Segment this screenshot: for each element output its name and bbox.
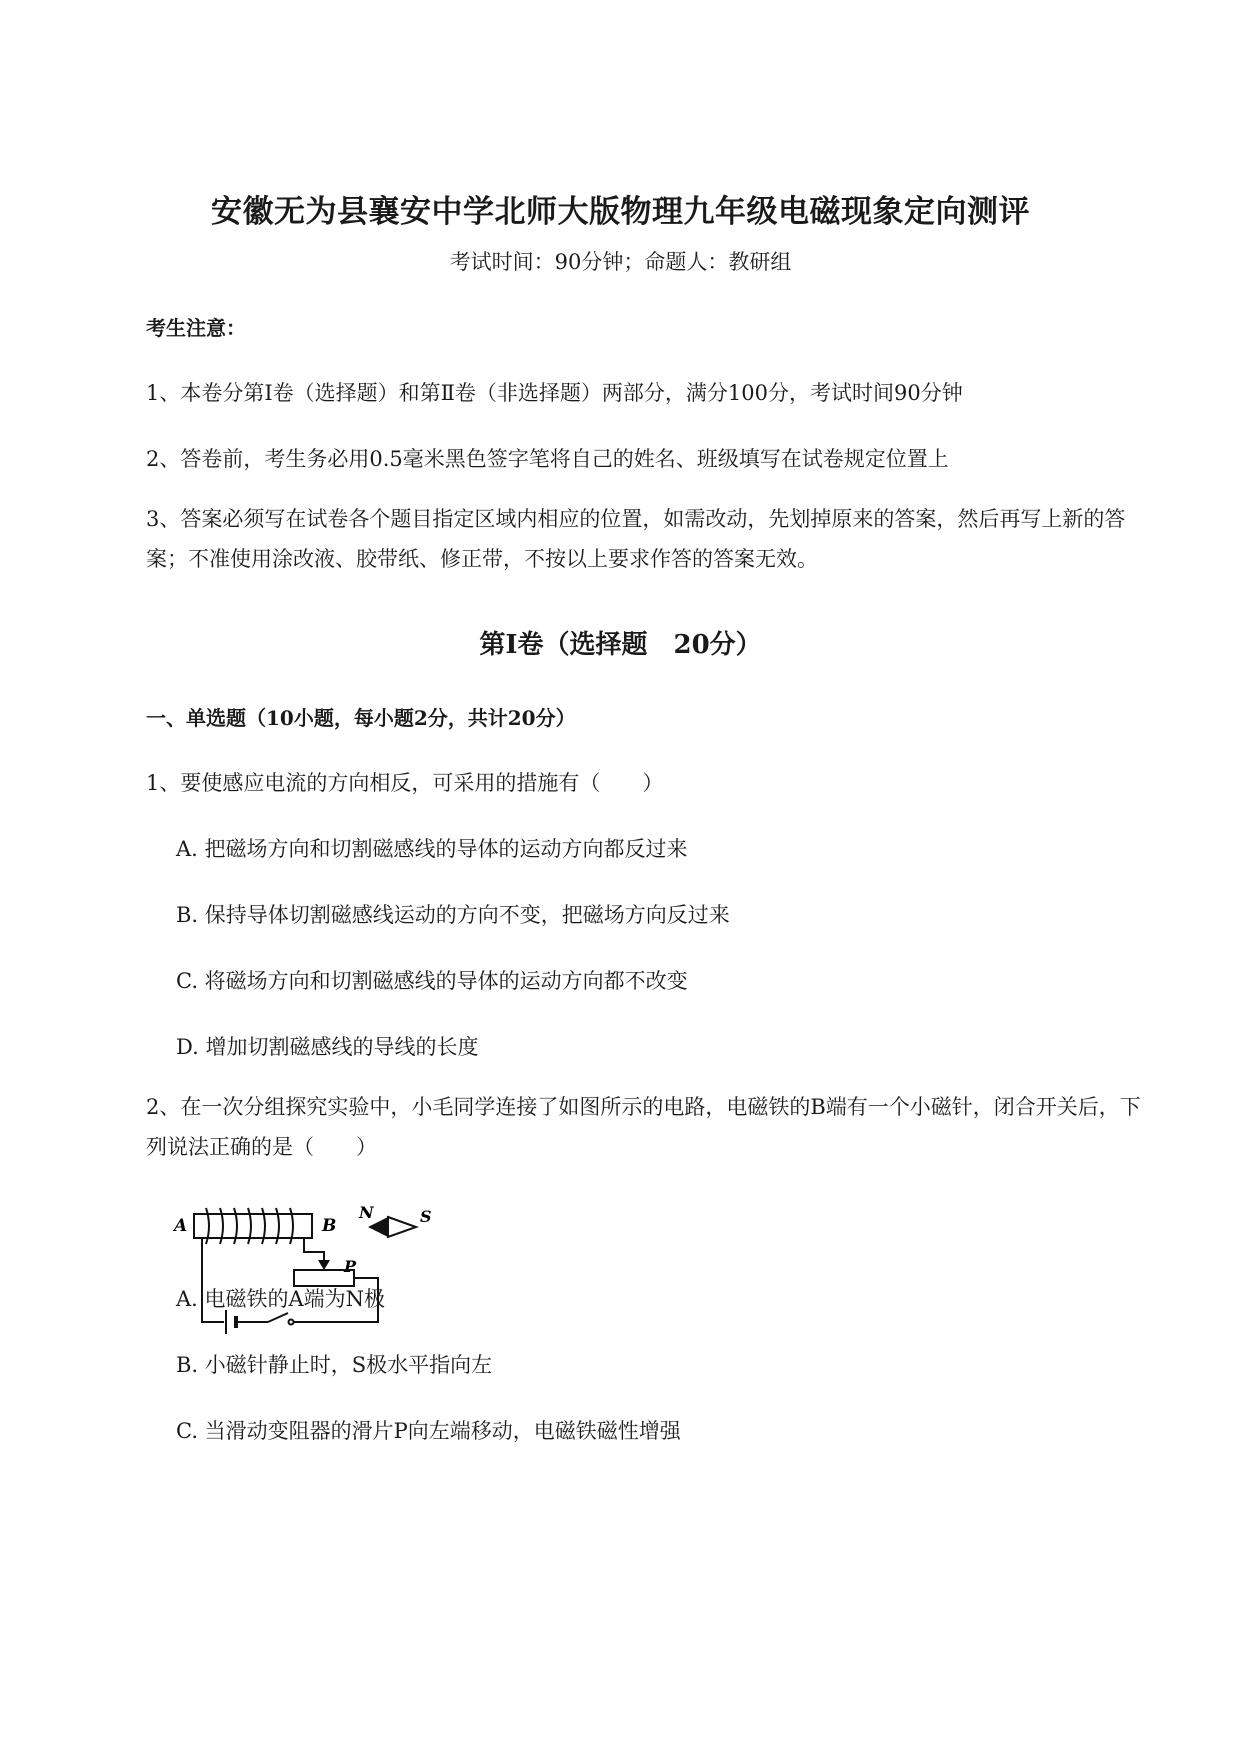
- label-n: N: [359, 1203, 374, 1222]
- notice-item: 3、答案必须写在试卷各个题目指定区域内相应的位置，如需改动，先划掉原来的答案，然后再写上新的答案；不准使用涂改液、胶带纸、修正带，不按以上要求作答的答案无效。: [146, 507, 1126, 571]
- exam-info: 考试时间：90分钟；命题人：教研组: [449, 250, 792, 274]
- notice-item: 2、答卷前，考生务必用0.5毫米黑色签字笔将自己的姓名、班级填写在试卷规定位置上: [146, 447, 949, 471]
- switch-icon: [268, 1313, 294, 1325]
- section-title: 第I卷（选择题 20分）: [479, 630, 762, 660]
- slider-arrow: [318, 1260, 330, 1270]
- label-b: B: [322, 1216, 337, 1236]
- page-title: 安徽无为县襄安中学北师大版物理九年级电磁现象定向测评: [211, 194, 1030, 230]
- question-option: C. 将磁场方向和切割磁感线的导体的运动方向都不改变: [176, 969, 688, 993]
- notice-heading: 考生注意：: [146, 316, 246, 340]
- question-option: B. 小磁针静止时，S极水平指向左: [176, 1353, 493, 1377]
- part-heading: 一、单选题（10小题，每小题2分，共计20分）: [146, 706, 576, 730]
- electromagnet-core: [194, 1214, 312, 1238]
- question-option: A. 电磁铁的A端为N极: [176, 1287, 386, 1311]
- circuit-diagram: [172, 1198, 442, 1348]
- battery-icon: [226, 1310, 236, 1334]
- label-p: P: [344, 1257, 357, 1276]
- notice-item: 1、本卷分第I卷（选择题）和第Ⅱ卷（非选择题）两部分，满分100分，考试时间90分钟: [146, 381, 963, 405]
- label-a: A: [174, 1216, 188, 1236]
- question-option: B. 保持导体切割磁感线运动的方向不变，把磁场方向反过来: [176, 903, 730, 927]
- compass-needle: [368, 1217, 416, 1237]
- question-option: C. 当滑动变阻器的滑片P向左端移动，电磁铁磁性增强: [176, 1419, 681, 1443]
- label-s: S: [420, 1207, 432, 1226]
- question-stem: 2、在一次分组探究实验中，小毛同学连接了如图所示的电路，电磁铁的B端有一个小磁针，闭合开关后，下列说法正确的是（ ）: [146, 1095, 1141, 1159]
- question-option: A. 把磁场方向和切割磁感线的导体的运动方向都反过来: [176, 837, 688, 861]
- question-stem: 1、要使感应电流的方向相反，可采用的措施有（ ）: [146, 771, 664, 795]
- question-option: D. 增加切割磁感线的导线的长度: [176, 1035, 479, 1059]
